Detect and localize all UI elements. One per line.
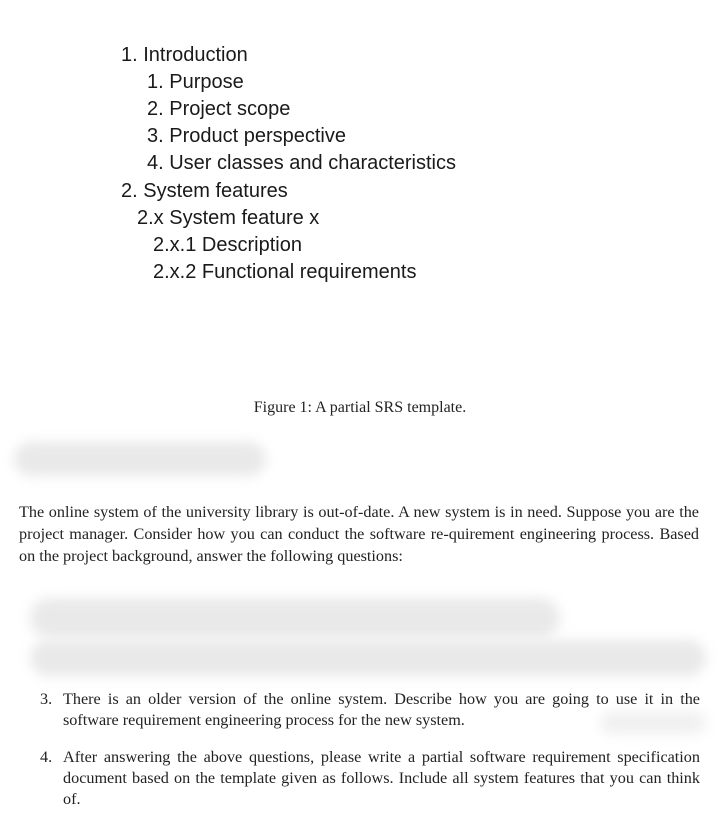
figure-caption: Figure 1: A partial SRS template. [253, 399, 467, 416]
toc-item-functional-requirements: 2.x.2 Functional requirements [153, 261, 417, 283]
question-4 [40, 747, 700, 810]
toc-item-description: 2.x.1 Description [153, 234, 302, 256]
redacted-smudge [14, 442, 266, 476]
question-text: After answering the above questions, please write a partial software requirement specification document based on the template given as follows. Include all system features that you can think of. [63, 748, 700, 808]
toc-item-introduction: 1. Introduction [121, 44, 248, 66]
toc-item-system-feature-x: 2.x System feature x [137, 207, 320, 229]
question-number: 3. [40, 690, 53, 708]
toc-item-purpose: 1. Purpose [147, 71, 244, 93]
question-number: 4. [40, 748, 53, 766]
toc-item-project-scope: 2. Project scope [147, 98, 291, 120]
redacted-smudge [30, 640, 706, 676]
background-paragraph: The online system of the university library is out-of-date. A new system is in need. Suppose you are the project manager. Consider how you can conduct the software re-quirement engineering process. Based on the project background, answer the following questions: [19, 503, 699, 565]
redacted-smudge [30, 598, 560, 638]
toc-item-user-classes: 4. User classes and characteristics [147, 152, 457, 174]
question-text: There is an older version of the online system. Describe how you are going to use it in the software requirement engineering process for the new system. [63, 690, 700, 729]
toc-item-system-features: 2. System features [121, 180, 288, 202]
question-3 [40, 689, 700, 731]
toc-item-product-perspective: 3. Product perspective [147, 125, 346, 147]
